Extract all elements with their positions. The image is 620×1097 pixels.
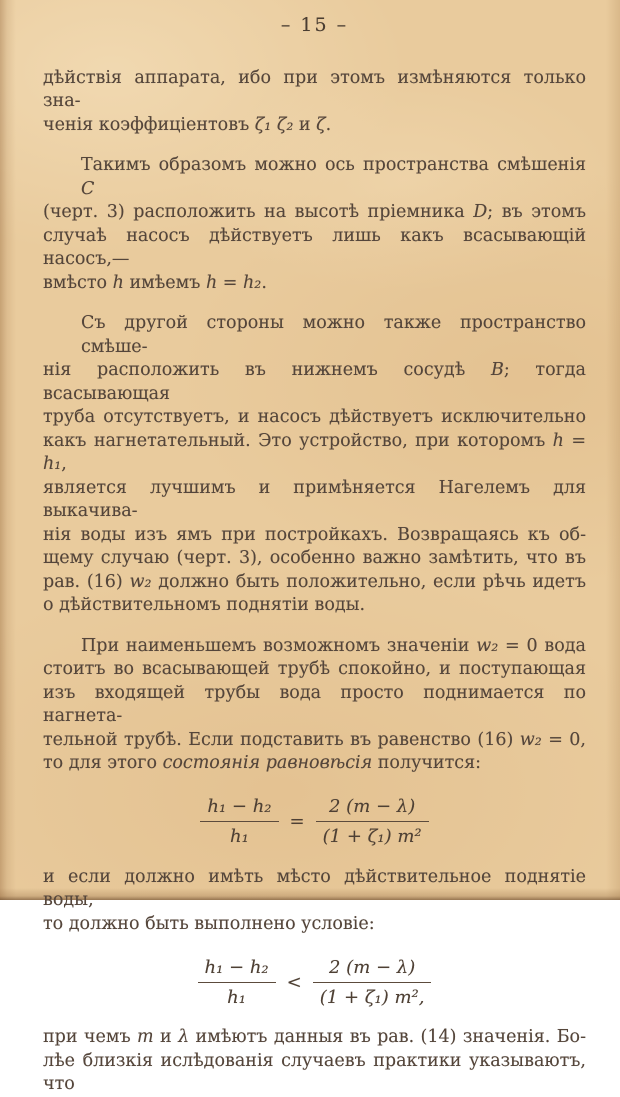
text-segment: вмѣсто [43, 272, 113, 293]
fraction-left [198, 956, 276, 1009]
text-segment: случаѣ насосъ дѣйствуетъ лишь какъ всасывающій насосъ,— [43, 225, 586, 269]
text-segment: . [261, 272, 267, 293]
text-segment: ченія коэффиціентовъ [43, 114, 255, 135]
paragraph [43, 866, 586, 937]
relation-symbol: < [286, 971, 302, 993]
text-segment: получится: [372, 753, 482, 773]
text-segment: изъ входящей трубы вода просто поднимается по нагнета- [43, 682, 586, 726]
text-segment: B [490, 360, 504, 380]
text-segment: лѣе близкія ислѣдованія случаевъ практики указываютъ, что [43, 1050, 586, 1094]
page-number: – 15 – [280, 14, 349, 36]
text-segment: C [81, 178, 95, 199]
text-segment: D [473, 202, 488, 222]
text-line [43, 1026, 586, 1050]
paragraph [43, 1026, 586, 1097]
paragraph [43, 154, 586, 295]
text-line [43, 913, 586, 937]
text-segment: h = h₁ [43, 430, 587, 474]
equation-condition [43, 953, 586, 1011]
text-segment: должно быть положительно, если рѣчь идетъ [151, 571, 586, 592]
text-line [43, 1050, 586, 1097]
text-segment: w₂ [519, 729, 542, 750]
text-segment: λ [178, 1027, 190, 1047]
text-segment: при чемъ [43, 1027, 137, 1047]
text-segment: щему случаю (черт. 3), особенно важно замѣтить, что въ [43, 548, 586, 568]
text-line [43, 67, 586, 114]
text-line [43, 201, 586, 225]
text-segment: состоянія равновѣсія [162, 753, 373, 773]
fraction-numerator: 2 (m − λ) [316, 795, 429, 822]
text-segment: . [325, 114, 332, 135]
text-segment: ; въ этомъ [487, 202, 586, 222]
text-segment: какъ нагнетательный. Это устройство, при которомъ [43, 430, 553, 451]
text-segment: дѣйствія аппарата, ибо при этомъ измѣняются только зна- [43, 67, 586, 111]
text-segment: нія воды изъ ямъ при постройкахъ. Возвращаясь къ об- [43, 524, 586, 545]
text-line [43, 658, 586, 682]
text-segment: нія расположить въ нижнемъ сосудѣ [43, 360, 491, 380]
fraction-numerator: h₁ − h₂ [198, 956, 276, 983]
text-segment: и [153, 1027, 179, 1047]
text-segment: При наименьшемъ возможномъ значеніи [81, 635, 477, 656]
text-line [43, 729, 586, 753]
text-line [43, 225, 586, 272]
text-segment: w₂ [476, 635, 499, 656]
fraction-right [313, 956, 432, 1009]
text-segment: тельной трубѣ. Если подставить въ равенство (16) [43, 729, 520, 750]
fraction-numerator: h₁ − h₂ [200, 795, 278, 822]
text-segment: w₂ [129, 571, 152, 592]
text-segment: (черт. 3) расположить на высотѣ пріемника [43, 202, 474, 222]
fraction-denominator: h₁ [230, 826, 249, 847]
text-segment: имѣютъ данныя въ рав. (14) значенія. Бо- [189, 1027, 586, 1047]
fraction-left [200, 795, 278, 848]
text-line [43, 114, 586, 138]
paragraph [43, 67, 586, 138]
text-segment: h = h₂ [205, 272, 262, 293]
text-line [43, 312, 586, 359]
fraction-numerator: 2 (m − λ) [313, 956, 432, 983]
equation-equilibrium [43, 793, 586, 851]
text-block-middle [43, 866, 586, 937]
text-segment: h [112, 272, 124, 293]
text-segment: то должно быть выполнено условіе: [43, 913, 375, 934]
fraction-denominator: h₁ [227, 986, 246, 1008]
text-segment: Съ другой стороны можно также пространство смѣше- [81, 313, 586, 357]
text-block-upper [43, 67, 586, 776]
text-segment: стоитъ во всасывающей трубѣ спокойно, и поступающая [43, 659, 586, 679]
fraction-denominator: (1 + ζ₁) m², [319, 986, 425, 1008]
text-segment: Такимъ образомъ можно ось пространства смѣшенія [81, 155, 586, 175]
text-segment: труба отсутствуетъ, и насосъ дѣйствуетъ исключительно [43, 407, 586, 427]
paragraph [43, 312, 586, 618]
text-line [43, 406, 586, 430]
text-line [43, 524, 586, 548]
text-segment: то для этого [43, 753, 163, 773]
text-segment: является лучшимъ и примѣняется Нагелемъ для выкачива- [43, 477, 586, 521]
text-line [43, 571, 586, 595]
text-line [43, 547, 586, 571]
paragraph [43, 635, 586, 776]
text-segment: ; тогда всасывающая [43, 360, 586, 404]
text-line [43, 477, 586, 524]
text-line [43, 752, 586, 776]
text-segment: и если должно имѣть мѣсто дѣйствительное поднятіе воды, [43, 866, 586, 910]
text-segment: = 0, [541, 729, 586, 750]
fraction-denominator: (1 + ζ₁) m² [322, 826, 422, 847]
text-line [43, 272, 586, 296]
text-line [43, 359, 586, 406]
text-segment: = 0 вода [498, 635, 586, 656]
relation-symbol: = [289, 811, 305, 832]
text-segment: m [137, 1027, 154, 1047]
text-line [43, 682, 586, 729]
text-segment: имѣемъ [123, 272, 206, 293]
text-line [43, 866, 586, 913]
fraction-right [316, 795, 429, 848]
text-line [43, 154, 586, 201]
text-line [43, 430, 586, 477]
text-segment: и [293, 114, 317, 135]
text-segment: ζ₁ ζ₂ [254, 114, 294, 135]
text-line [43, 594, 586, 618]
text-block-lower [43, 1026, 586, 1097]
text-segment: , [61, 454, 67, 474]
text-segment: рав. (16) [43, 571, 130, 592]
text-segment: о дѣйствительномъ поднятіи воды. [43, 595, 366, 615]
text-line [43, 635, 586, 659]
text-segment: ζ [316, 114, 326, 135]
